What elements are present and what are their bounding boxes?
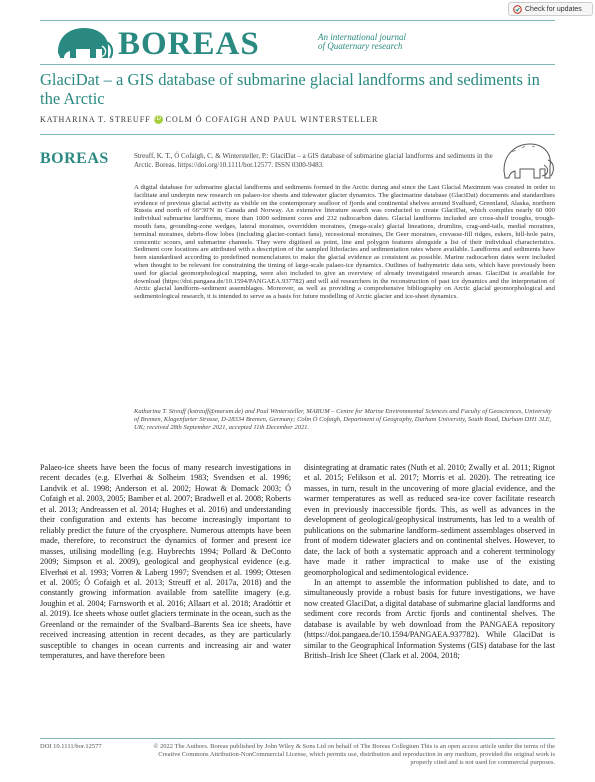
author-affiliation: Katharina T. Streuff (kstreuff@marum.de) and Paul Wintersteller, MARUM – Centre for Marine Environmental Sciences and Faculty of Geosciences, University of Bremen, Klagenfurter Strasse, D-28334 Bremen, Germany; Colm Ó Cofaigh, Department of Geography, Durham University, South Road, Durham DH1 3LE, UK; received 28th September 2021, accepted 11th December 2021. [134,408,552,431]
masthead-top-rule [40,20,555,21]
check-updates-label: Check for updates [525,5,582,13]
article-title: GlaciDat – a GIS database of submarine glacial landforms and sediments in the Arctic [40,70,540,108]
author-first: KATHARINA T. STREUFF [40,115,151,124]
journal-logo-small: BOREAS [40,150,109,167]
body-column-left: Palaeo-ice sheets have been the focus of many research investigations in recent decades (e.g. Elverhøi & Solheim 1983; Svendsen et al. 1996; Landvik et al. 1998; Anderson et al. 2002; Howat & Domack 2003; Ó Cofaigh et al. 2003, 2005; Bamber et al. 2007; Bradwell et al. 2008; Roberts et al. 2013; Andreassen et al. 2014; Hughes et al. 2016) and understanding their configuration and extents has become increasingly important to reliably predict the future of the cryosphere. Numerous attempts have been made, therefore, to reconstruct the dynamics of former and present ice masses, utilising modelling (e.g. Huybrechts 1994; Pollard & DeConto 2009; Simpson et al. 2009), geological and geophysical evidence (e.g. Elverhøi et al. 1993; Vorren & Laberg 1997; Svendsen et al. 1999; Ottesen et al. 2005; Ó Cofaigh et al. 2013; Streuff et al. 2017a, 2018) and the constantly growing information available from satellite imagery (e.g. Joughin et al. 2004; Farnsworth et al. 2016; Allaart et al. 2018; Aradóttir et al. 2019). Ice sheets whose outlet glaciers terminate in the ocean, such as the Greenland or the remainder of the Svalbard–Barents Sea ice sheets, have received increasing attention in recent decades, as they are particularly susceptible to changes in ocean currents and increasing air and water temperatures, and have therefore been [40,463,291,661]
masthead-bottom-rule [40,64,555,65]
author-rest: COLM Ó COFAIGH AND PAUL WINTERSTELLER [165,115,379,124]
body-column-right [304,463,555,662]
check-updates-icon [513,5,522,14]
orcid-icon[interactable]: iD [154,116,162,122]
footer-copyright: © 2022 The Authors. Boreas published by John Wiley & Sons Ltd on behalf of The Boreas Collegium This is an open access article under the terms of the Creative Commons Attribution-NonCommercial License, which permits use, distribution and reproduction in any medium, provided the original work is properly cited and is not used for commercial purposes. [153,743,555,766]
abstract: A digital database for submarine glacial landforms and sediments formed in the Arctic during and since the Last Glacial Maximum was created in order to facilitate and underpin new research on palaeo-ice sheets and tidewater glacier dynamics. The glacimarine database (GlaciDat) documents and standardises evidence of previous glacial activity as visible on the contemporary seafloor of fjords and continental shelves around Svalbard, Greenland, Alaska, northern Russia and north of 66°30'N in Canada and Norway. An extensive literature search was conducted to create GlaciDat, which compiles nearly 60 000 individual submarine landforms, more than 1000 sediment cores and 232 radiocarbon dates. Glacial landforms included are cross-shelf troughs, trough-mouth fans, grounding-zone wedges, lateral moraines, overridden moraines, (mega-scale) glacial lineations, drumlins, crag-and-tails, medial moraines, terminal moraines, debris-flow lobes (including glacier-contact fans), recessional moraines, De Geer moraines, crevasse-fill ridges, eskers, hill-hole pairs, crescentic scours, and submarine channels. They were digitised as point, line and polygon features alongside a list of their individual characteristics. Sediment core locations are attributed with a description of the sampled lithofacies and sedimentation rates where available. Landforms and sediments have been standardised according to predefined nomenclatures to make the glacial evidence as consistent as possible. Marine radiocarbon dates were included when thought to be relevant for constraining the timing of large-scale palaeo-ice dynamics. Outlines of bathymetric data sets, which have previously been used for glacial geomorphological mapping, were also included to give an overview of already investigated research areas. GlaciDat is available for download (https://doi.pangaea.de/10.1594/PANGAEA.937782) and will aid researchers in the reconstruction of past ice dynamics and the interpretation of Arctic glacial landform–sediment assemblages. Moreover, as well as providing a comprehensive bibliography on Arctic glacial geomorphological and sedimentological research, it is intended to serve as a basis for future modelling of Arctic glacier and ice-sheet dynamics. [134,184,555,301]
citation: Streuff, K. T., Ó Cofaigh, C. & Wintersteller, P.: GlaciDat – a GIS database of submarine glacial landforms and sediments in the Arctic. Boreas. https://doi.org/10.1111/bor.12577. ISSN 0300-9483. [134,152,493,169]
footer-doi: DOI 10.1111/bor.12577 [40,743,102,750]
check-for-updates-button[interactable] [508,2,593,16]
authors-rule [40,134,555,135]
journal-name: BOREAS [118,26,260,62]
mammoth-illustration-icon [500,140,555,182]
author-list [40,115,378,124]
body-paragraph: disintegrating at dramatic rates (Nuth et al. 2010; Zwally et al. 2011; Rignot et al. 2015; Felikson et al. 2017; Morris et al. 2020). The retreating ice masses, in turn, result in the uncovering of more glacial evidence, and the warmer temperatures as well as reduced sea-ice cover facilitate research even in previously inaccessible fjords. This, as well as advances in the development of geological/geophysical instruments, has led to a wealth of publications on the submarine landform–sediment assemblages observed in front of modern tidewater glaciers and on continental shelves. However, to date, the lack of both a systematic approach and a coherent terminology have made it rather impractical to make use of the existing geomorphological and sedimentological evidence. [304,463,555,577]
journal-tagline: An international journal of Quaternary research [318,32,407,51]
mammoth-logo-icon [52,22,116,62]
footer-rule [40,738,555,739]
body-paragraph: In an attempt to assemble the information published to date, and to simultaneously provide a robust basis for future investigations, we have now created GlaciDat, a digital database of submarine glacial landforms and sediment core records from Arctic fjords and continental shelves. The database is available by web download from the PANGAEA repository (https://doi.pangaea.de/10.1594/PANGAEA.937782). While GlaciDat is similar to the Geographical Information Systems (GIS) database for the last British–Irish Ice Sheet (Clark et al. 2004, 2018; [304,577,555,661]
